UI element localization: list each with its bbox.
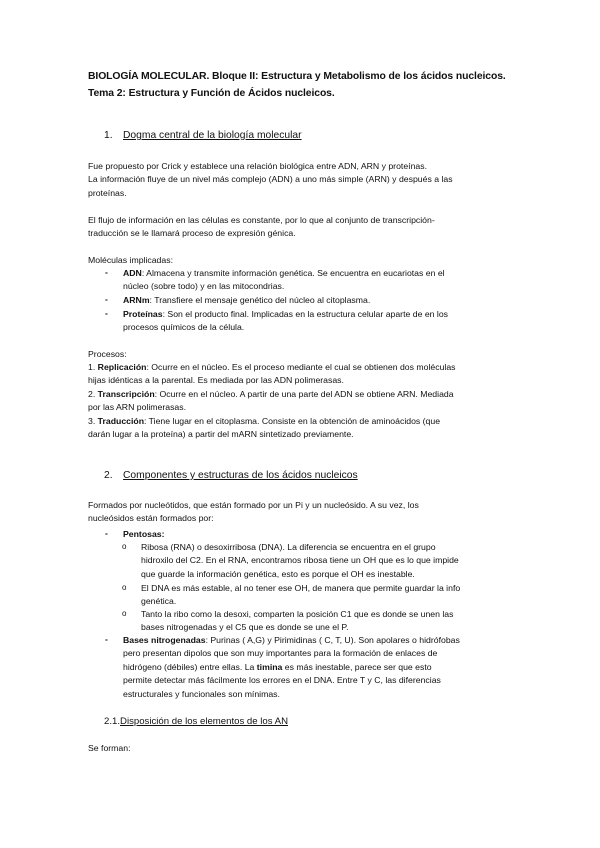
- section-2-intro: [88, 499, 524, 526]
- molecule-desc: : Son el producto final. Implicadas en la estructura celular aparte de en los: [162, 309, 448, 319]
- bullet-dash: -: [105, 634, 108, 644]
- section-1-title: Dogma central de la biología molecular: [123, 130, 302, 141]
- pentosa-item-3: [141, 608, 453, 635]
- molecule-arnm: [123, 294, 370, 307]
- paragraph-line: por las ARN polimerasas.: [88, 402, 187, 413]
- paragraph-line: Formados por nucleótidos, que están formado por un Pi y un nucleósido. A su vez, los: [88, 500, 419, 510]
- bullet-circle: o: [122, 583, 127, 592]
- paragraph-line: proteínas.: [88, 187, 127, 198]
- molecule-desc: : Transfiere el mensaje genético del núcleo al citoplasma.: [149, 295, 371, 305]
- paragraph-line: que guarde la información genética, esto es porque el OH es inestable.: [141, 568, 415, 579]
- section-2-heading: [104, 468, 358, 483]
- molecule-desc: : Almacena y transmite información genética. Se encuentra en eucariotas en el: [141, 268, 445, 278]
- process-list: [88, 361, 524, 441]
- section-2-number: 2.: [104, 470, 113, 481]
- pentosa-item-1: [141, 541, 459, 581]
- paragraph-line: estructurales y funcionales son mínimas.: [123, 688, 280, 699]
- process-term: Traducción: [97, 415, 145, 426]
- molecule-term: ARNm: [123, 295, 150, 305]
- paragraph-line: Ribosa (RNA) o desoxirribosa (DNA). La diferencia se encuentra en el grupo: [141, 542, 436, 552]
- bullet-circle: o: [122, 609, 127, 618]
- bullet-dash: -: [105, 308, 108, 318]
- section-1-intro: [88, 160, 524, 200]
- bullet-circle: o: [122, 542, 127, 551]
- paragraph-line: traducción se le llamará proceso de expresión génica.: [88, 228, 296, 239]
- paragraph-line: [123, 661, 460, 674]
- process-number: 1.: [88, 362, 98, 372]
- document-title: [88, 68, 558, 102]
- process-desc: : Tiene lugar en el citoplasma. Consiste en la obtención de aminoácidos (que: [144, 415, 441, 426]
- paragraph-line: genética.: [141, 596, 177, 607]
- process-number: 3.: [88, 415, 98, 426]
- paragraph-line: hijas idénticas a la parental. Es mediada por las ADN polimerasas.: [88, 375, 344, 386]
- paragraph-line: permite detectar más fácilmente los errores en el DNA. Entre T y C, las diferencias: [123, 675, 441, 686]
- molecules-label: Moléculas implicadas:: [88, 255, 173, 265]
- paragraph-line: bases nitrogenadas y el C5 que es donde se une el P.: [141, 622, 349, 633]
- process-item: [88, 388, 524, 401]
- timina-term: timina: [256, 661, 283, 672]
- closing-line: Se forman:: [88, 743, 131, 753]
- bases-text: hidrógeno (débiles) entre ellas. La: [123, 661, 257, 672]
- section-1-flow: [88, 214, 524, 241]
- molecule-proteinas-line-2: procesos químicos de la célula.: [123, 322, 245, 332]
- pentosa-item-2: [141, 582, 460, 609]
- bullet-dash: -: [105, 267, 108, 277]
- processes-label: Procesos:: [88, 349, 127, 359]
- bases-nitrogenadas: [123, 634, 460, 701]
- title-line-2: Tema 2: Estructura y Función de Ácidos nucleicos.: [88, 88, 335, 99]
- bases-desc: : Purinas ( A,G) y Pirimidinas ( C, T, U). Son apolares o hidrófobas: [205, 635, 460, 645]
- process-term: Replicación: [97, 362, 147, 372]
- paragraph-line: Tanto la ribo como la desoxi, comparten la posición C1 que es donde se unen las: [141, 609, 454, 619]
- process-item: [88, 415, 524, 428]
- molecule-proteinas: [123, 308, 448, 321]
- paragraph-line: Fue propuesto por Crick y establece una relación biológica entre ADN, ARN y proteínas.: [88, 161, 427, 171]
- subsection-2-1-heading: [104, 714, 288, 729]
- process-term: Transcripción: [97, 388, 155, 399]
- molecule-term: Proteínas: [123, 309, 163, 319]
- section-1-number: 1.: [104, 130, 113, 141]
- title-line-1: BIOLOGÍA MOLECULAR. Bloque II: Estructura y Metabolismo de los ácidos nucleicos.: [88, 71, 506, 82]
- paragraph-line: [123, 634, 460, 647]
- molecule-adn-line-2: núcleo (sobre todo) y en las mitocondrias.: [123, 281, 285, 291]
- process-number: 2.: [88, 388, 98, 399]
- paragraph-line: pero presentan dipolos que son muy importantes para la formación de enlaces de: [123, 648, 438, 659]
- bullet-dash: -: [105, 294, 108, 304]
- pentosas-label: [123, 528, 165, 541]
- process-desc: : Ocurre en el núcleo. Es el proceso mediante el cual se obtienen dos moléculas: [146, 362, 456, 372]
- subsection-number: 2.1.: [104, 716, 121, 727]
- bases-text: es más inestable, parece ser que esto: [282, 661, 432, 672]
- bases-term: Bases nitrogenadas: [123, 635, 206, 645]
- section-1-heading: [104, 128, 302, 143]
- bullet-dash: -: [105, 528, 108, 538]
- subsection-title: Disposición de los elementos de los AN: [120, 716, 288, 727]
- paragraph-line: La información fluye de un nivel más complejo (ADN) a uno más simple (ARN) y después a las: [88, 174, 453, 185]
- pentosas-term: Pentosas:: [123, 529, 165, 539]
- paragraph-line: El flujo de información en las células es constante, por lo que al conjunto de transcripción-: [88, 215, 435, 225]
- paragraph-line: darán lugar a la proteína) a partir del mARN sintetizado previamente.: [88, 429, 354, 440]
- molecule-term: ADN: [123, 268, 142, 278]
- molecule-adn: [123, 267, 445, 280]
- paragraph-line: El DNA es más estable, al no tener ese OH, de manera que permite guardar la info: [141, 583, 461, 593]
- process-desc: : Ocurre en el núcleo. A partir de una parte del ADN se obtiene ARN. Mediada: [154, 388, 454, 399]
- section-2-title: Componentes y estructuras de los ácidos nucleicos: [123, 470, 358, 481]
- paragraph-line: hidroxilo del C2. En el RNA, encontramos ribosa tiene un OH que es lo que impide: [141, 555, 459, 566]
- process-item: [88, 361, 524, 374]
- paragraph-line: nucleósidos están formados por:: [88, 513, 214, 524]
